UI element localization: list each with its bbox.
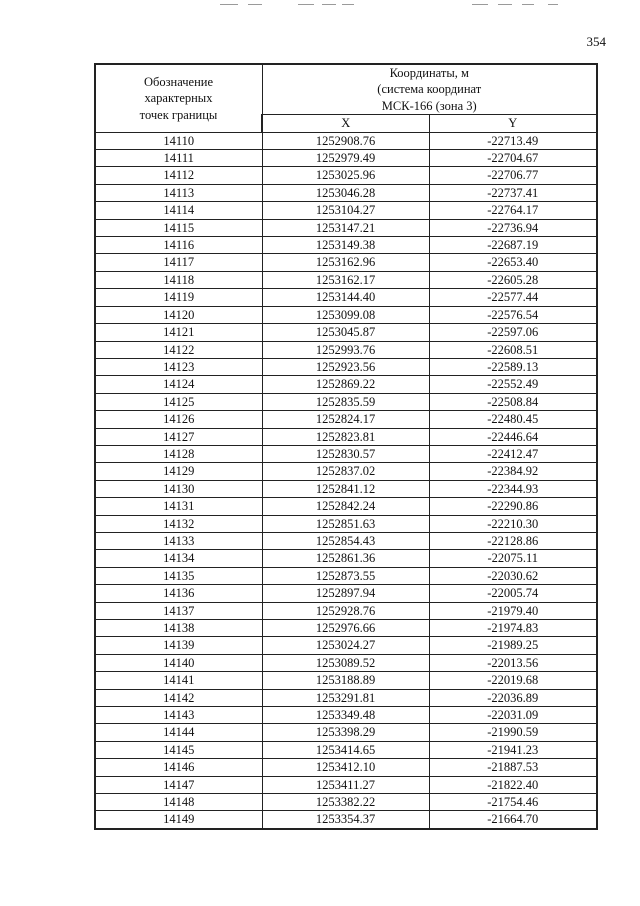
- x-coordinate-cell: 1253188.89: [262, 672, 429, 689]
- y-coordinate-cell: -21754.46: [429, 794, 597, 811]
- y-coordinate-cell: -21989.25: [429, 637, 597, 654]
- header-coordinates-group: [262, 64, 597, 115]
- table-row: [95, 237, 597, 254]
- y-coordinate-cell: -22608.51: [429, 341, 597, 358]
- point-id-cell: 14115: [95, 219, 262, 236]
- x-coordinate-cell: 1253089.52: [262, 654, 429, 671]
- table-row: [95, 515, 597, 532]
- x-coordinate-cell: 1252923.56: [262, 358, 429, 375]
- table-row: [95, 620, 597, 637]
- y-coordinate-cell: -22036.89: [429, 689, 597, 706]
- point-id-cell: 14121: [95, 324, 262, 341]
- table-row: [95, 585, 597, 602]
- header-label-line: Обозначение: [143, 74, 214, 89]
- point-id-cell: 14129: [95, 463, 262, 480]
- table-row: [95, 724, 597, 741]
- x-coordinate-cell: 1252854.43: [262, 532, 429, 549]
- y-coordinate-cell: -22577.44: [429, 289, 597, 306]
- x-coordinate-cell: 1253045.87: [262, 324, 429, 341]
- y-coordinate-cell: -22704.67: [429, 150, 597, 167]
- x-coordinate-cell: 1252835.59: [262, 393, 429, 410]
- point-id-cell: 14114: [95, 202, 262, 219]
- x-coordinate-cell: 1253414.65: [262, 741, 429, 758]
- x-coordinate-cell: 1253162.96: [262, 254, 429, 271]
- point-id-cell: 14125: [95, 393, 262, 410]
- point-id-cell: 14133: [95, 532, 262, 549]
- y-coordinate-cell: -22737.41: [429, 184, 597, 201]
- point-id-cell: 14119: [95, 289, 262, 306]
- point-id-cell: 14116: [95, 237, 262, 254]
- point-id-cell: 14148: [95, 794, 262, 811]
- table-row: [95, 463, 597, 480]
- x-coordinate-cell: 1252979.49: [262, 150, 429, 167]
- x-coordinate-cell: 1253349.48: [262, 707, 429, 724]
- y-coordinate-cell: -22210.30: [429, 515, 597, 532]
- y-coordinate-cell: -22412.47: [429, 445, 597, 462]
- x-coordinate-cell: 1253354.37: [262, 811, 429, 829]
- y-coordinate-cell: -22687.19: [429, 237, 597, 254]
- table-row: [95, 393, 597, 410]
- x-coordinate-cell: 1252869.22: [262, 376, 429, 393]
- x-coordinate-cell: 1253025.96: [262, 167, 429, 184]
- point-id-cell: 14143: [95, 707, 262, 724]
- point-id-cell: 14149: [95, 811, 262, 829]
- y-coordinate-cell: -22344.93: [429, 480, 597, 497]
- x-coordinate-cell: 1252824.17: [262, 411, 429, 428]
- point-id-cell: 14147: [95, 776, 262, 793]
- header-x: X: [262, 115, 429, 132]
- table-row: [95, 672, 597, 689]
- point-id-cell: 14120: [95, 306, 262, 323]
- x-coordinate-cell: 1253046.28: [262, 184, 429, 201]
- y-coordinate-cell: -22508.84: [429, 393, 597, 410]
- x-coordinate-cell: 1253382.22: [262, 794, 429, 811]
- table-row: [95, 184, 597, 201]
- y-coordinate-cell: -22713.49: [429, 132, 597, 149]
- point-id-cell: 14112: [95, 167, 262, 184]
- y-coordinate-cell: -22290.86: [429, 498, 597, 515]
- point-id-cell: 14123: [95, 358, 262, 375]
- y-coordinate-cell: -22013.56: [429, 654, 597, 671]
- x-coordinate-cell: 1253147.21: [262, 219, 429, 236]
- x-coordinate-cell: 1252993.76: [262, 341, 429, 358]
- point-id-cell: 14117: [95, 254, 262, 271]
- x-coordinate-cell: 1252851.63: [262, 515, 429, 532]
- y-coordinate-cell: -21974.83: [429, 620, 597, 637]
- table-row: [95, 550, 597, 567]
- point-id-cell: 14126: [95, 411, 262, 428]
- y-coordinate-cell: -22653.40: [429, 254, 597, 271]
- point-id-cell: 14136: [95, 585, 262, 602]
- y-coordinate-cell: -22480.45: [429, 411, 597, 428]
- point-id-cell: 14139: [95, 637, 262, 654]
- point-id-cell: 14131: [95, 498, 262, 515]
- point-id-cell: 14128: [95, 445, 262, 462]
- x-coordinate-cell: 1252823.81: [262, 428, 429, 445]
- header-group-line: (система координат: [377, 82, 482, 97]
- table-row: [95, 759, 597, 776]
- table-row: [95, 445, 597, 462]
- table-row: [95, 689, 597, 706]
- y-coordinate-cell: -21990.59: [429, 724, 597, 741]
- y-coordinate-cell: -22019.68: [429, 672, 597, 689]
- point-id-cell: 14145: [95, 741, 262, 758]
- y-coordinate-cell: -22597.06: [429, 324, 597, 341]
- x-coordinate-cell: 1252873.55: [262, 567, 429, 584]
- point-id-cell: 14132: [95, 515, 262, 532]
- y-coordinate-cell: -22576.54: [429, 306, 597, 323]
- table-row: [95, 741, 597, 758]
- y-coordinate-cell: -22589.13: [429, 358, 597, 375]
- table-row: [95, 480, 597, 497]
- point-id-cell: 14137: [95, 602, 262, 619]
- table-row: [95, 567, 597, 584]
- point-id-cell: 14127: [95, 428, 262, 445]
- x-coordinate-cell: 1253024.27: [262, 637, 429, 654]
- y-coordinate-cell: -22031.09: [429, 707, 597, 724]
- table-row: [95, 254, 597, 271]
- x-coordinate-cell: 1252908.76: [262, 132, 429, 149]
- y-coordinate-cell: -21664.70: [429, 811, 597, 829]
- table-row: [95, 132, 597, 149]
- header-label-line: точек границы: [139, 107, 218, 122]
- header-label-line: характерных: [144, 91, 213, 106]
- y-coordinate-cell: -21979.40: [429, 602, 597, 619]
- x-coordinate-cell: 1252861.36: [262, 550, 429, 567]
- x-coordinate-cell: 1253412.10: [262, 759, 429, 776]
- x-coordinate-cell: 1252897.94: [262, 585, 429, 602]
- header-group-line: Координаты, м: [389, 66, 469, 80]
- x-coordinate-cell: 1253398.29: [262, 724, 429, 741]
- table-row: [95, 637, 597, 654]
- table-row: [95, 776, 597, 793]
- x-coordinate-cell: 1253144.40: [262, 289, 429, 306]
- point-id-cell: 14113: [95, 184, 262, 201]
- header-point-label: [95, 64, 262, 132]
- table-row: [95, 602, 597, 619]
- table-body: [95, 132, 597, 829]
- x-coordinate-cell: 1253099.08: [262, 306, 429, 323]
- y-coordinate-cell: -21887.53: [429, 759, 597, 776]
- point-id-cell: 14146: [95, 759, 262, 776]
- y-coordinate-cell: -22128.86: [429, 532, 597, 549]
- point-id-cell: 14138: [95, 620, 262, 637]
- table-row: [95, 358, 597, 375]
- table-row: [95, 654, 597, 671]
- y-coordinate-cell: -22552.49: [429, 376, 597, 393]
- y-coordinate-cell: -22030.62: [429, 567, 597, 584]
- x-coordinate-cell: 1252841.12: [262, 480, 429, 497]
- x-coordinate-cell: 1252976.66: [262, 620, 429, 637]
- x-coordinate-cell: 1253104.27: [262, 202, 429, 219]
- point-id-cell: 14134: [95, 550, 262, 567]
- x-coordinate-cell: 1252928.76: [262, 602, 429, 619]
- y-coordinate-cell: -22764.17: [429, 202, 597, 219]
- table-row: [95, 411, 597, 428]
- point-id-cell: 14142: [95, 689, 262, 706]
- y-coordinate-cell: -22736.94: [429, 219, 597, 236]
- y-coordinate-cell: -22005.74: [429, 585, 597, 602]
- table-row: [95, 498, 597, 515]
- coordinates-table: [94, 63, 598, 830]
- table-row: [95, 532, 597, 549]
- x-coordinate-cell: 1252837.02: [262, 463, 429, 480]
- point-id-cell: 14124: [95, 376, 262, 393]
- y-coordinate-cell: -22706.77: [429, 167, 597, 184]
- x-coordinate-cell: 1253411.27: [262, 776, 429, 793]
- point-id-cell: 14130: [95, 480, 262, 497]
- point-id-cell: 14141: [95, 672, 262, 689]
- point-id-cell: 14122: [95, 341, 262, 358]
- x-coordinate-cell: 1253149.38: [262, 237, 429, 254]
- point-id-cell: 14111: [95, 150, 262, 167]
- table-row: [95, 811, 597, 829]
- table-row: [95, 150, 597, 167]
- point-id-cell: 14135: [95, 567, 262, 584]
- y-coordinate-cell: -21941.23: [429, 741, 597, 758]
- table-row: [95, 167, 597, 184]
- point-id-cell: 14110: [95, 132, 262, 149]
- y-coordinate-cell: -22384.92: [429, 463, 597, 480]
- table-row: [95, 306, 597, 323]
- x-coordinate-cell: 1253291.81: [262, 689, 429, 706]
- table-row: [95, 324, 597, 341]
- header-group-line: МСК-166 (зона 3): [381, 98, 477, 113]
- table-row: [95, 376, 597, 393]
- table-row: [95, 202, 597, 219]
- point-id-cell: 14144: [95, 724, 262, 741]
- header-row-top: [95, 64, 597, 115]
- y-coordinate-cell: -22446.64: [429, 428, 597, 445]
- x-coordinate-cell: 1253162.17: [262, 271, 429, 288]
- scan-artifact-marks: [220, 4, 560, 8]
- table-row: [95, 289, 597, 306]
- page-number: 354: [586, 34, 606, 49]
- header-y: Y: [429, 115, 597, 132]
- table-row: [95, 219, 597, 236]
- y-coordinate-cell: -22605.28: [429, 271, 597, 288]
- table-row: [95, 271, 597, 288]
- point-id-cell: 14118: [95, 271, 262, 288]
- table-row: [95, 707, 597, 724]
- y-coordinate-cell: -22075.11: [429, 550, 597, 567]
- x-coordinate-cell: 1252842.24: [262, 498, 429, 515]
- table-row: [95, 428, 597, 445]
- table-row: [95, 794, 597, 811]
- point-id-cell: 14140: [95, 654, 262, 671]
- table-row: [95, 341, 597, 358]
- x-coordinate-cell: 1252830.57: [262, 445, 429, 462]
- y-coordinate-cell: -21822.40: [429, 776, 597, 793]
